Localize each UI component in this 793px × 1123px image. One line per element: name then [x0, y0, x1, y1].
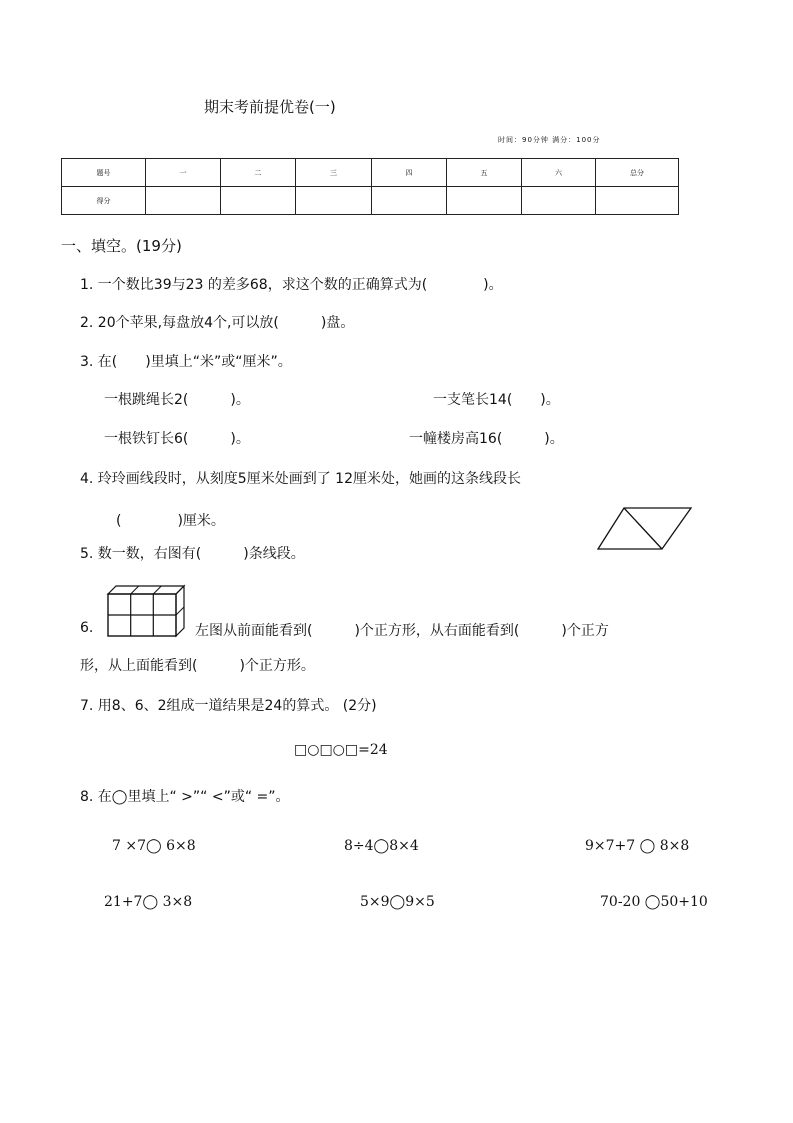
question-6-number: 6.	[80, 620, 94, 636]
score-cell[interactable]	[522, 187, 596, 215]
score-cell[interactable]	[221, 187, 296, 215]
page-title: 期末考前提优卷(一)	[204, 98, 336, 116]
question-3-item-c: 一根铁钉长6( )。	[104, 431, 250, 447]
question-6: 左图从前面能看到( )个正方形，从右面能看到( )个正方	[195, 623, 609, 639]
header-cell: 题号	[62, 159, 146, 187]
question-3-item-d: 一幢楼房高16( )。	[409, 431, 564, 447]
exam-meta: 时间：90分钟 满分：100分	[498, 136, 601, 144]
comparison-item: 8÷4◯8×4	[344, 838, 419, 854]
score-cell[interactable]	[372, 187, 447, 215]
comparison-item: 70-20 ◯50+10	[600, 894, 708, 910]
header-cell: 三	[296, 159, 372, 187]
question-3-item-b: 一支笔长14( )。	[433, 392, 560, 408]
score-cell[interactable]	[596, 187, 679, 215]
question-7-expression: □○□○□=24	[294, 742, 388, 758]
question-4-answer-line: ( )厘米。	[116, 513, 225, 529]
header-cell: 五	[447, 159, 522, 187]
cube-stack-figure	[106, 584, 186, 638]
score-cell[interactable]	[447, 187, 522, 215]
comparison-item: 7 ×7◯ 6×8	[112, 838, 196, 854]
question-2: 2. 20个苹果,每盘放4个,可以放( )盘。	[80, 315, 355, 331]
score-table-header-row	[62, 159, 679, 187]
question-7: 7. 用8、6、2组成一道结果是24的算式。 (2分)	[80, 698, 377, 714]
score-cell[interactable]	[146, 187, 221, 215]
header-cell: 总分	[596, 159, 679, 187]
question-3: 3. 在( )里填上“米”或“厘米”。	[80, 354, 292, 370]
comparison-item: 21+7◯ 3×8	[104, 894, 193, 910]
question-8: 8. 在◯里填上“ >”“ <”或“ =”。	[80, 789, 290, 805]
question-1: 1. 一个数比39与23 的差多68，求这个数的正确算式为( )。	[80, 277, 503, 293]
question-6-continued: 形，从上面能看到( )个正方形。	[80, 658, 315, 674]
score-cell[interactable]	[296, 187, 372, 215]
parallelogram-figure	[596, 506, 694, 552]
score-table	[61, 158, 679, 215]
score-table-score-row	[62, 187, 679, 215]
header-cell: 四	[372, 159, 447, 187]
row-label-cell: 得分	[62, 187, 146, 215]
question-3-item-a: 一根跳绳长2( )。	[104, 392, 250, 408]
comparison-item: 9×7+7 ◯ 8×8	[585, 838, 690, 854]
header-cell: 二	[221, 159, 296, 187]
section-heading: 一、填空。(19分)	[61, 237, 182, 255]
header-cell: 一	[146, 159, 221, 187]
question-4: 4. 玲玲画线段时，从刻度5厘米处画到了 12厘米处，她画的这条线段长	[80, 471, 521, 487]
question-5: 5. 数一数，右图有( )条线段。	[80, 546, 305, 562]
comparison-item: 5×9◯9×5	[360, 894, 435, 910]
header-cell: 六	[522, 159, 596, 187]
